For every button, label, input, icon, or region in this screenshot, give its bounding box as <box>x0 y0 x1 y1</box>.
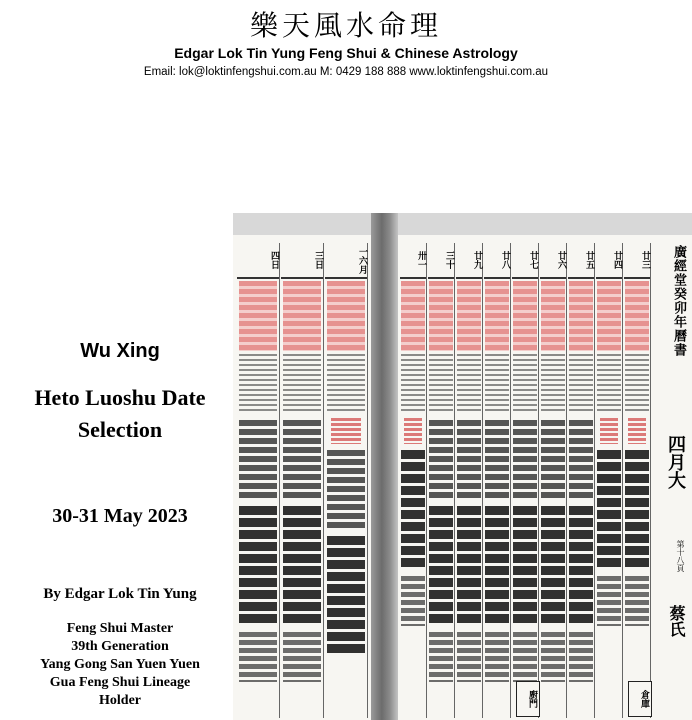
red-text-block <box>283 281 321 351</box>
hours-block <box>283 354 321 414</box>
hours-block <box>569 354 592 414</box>
day-column <box>596 243 623 718</box>
text-block <box>597 576 620 626</box>
day-column <box>624 243 651 718</box>
text-block <box>457 632 480 682</box>
red-text-block <box>485 281 508 351</box>
hours-block <box>513 354 536 414</box>
text-block <box>485 632 508 682</box>
red-text-block <box>513 281 536 351</box>
text-block <box>569 632 592 682</box>
red-text-block <box>541 281 564 351</box>
hours-block <box>239 354 277 414</box>
almanac-stamp: 廚門 <box>516 681 540 717</box>
red-text-block <box>628 418 646 444</box>
almanac-publisher: 蔡氏 <box>667 605 686 637</box>
day-header: 三十 <box>428 243 454 279</box>
almanac-month: 四月大 <box>665 435 686 489</box>
day-column <box>237 243 280 718</box>
almanac-photo <box>233 213 692 720</box>
day-header: 一六月 <box>325 243 367 279</box>
subject-line-2: Selection <box>77 417 163 442</box>
red-text-block <box>600 418 618 444</box>
credential-line: Yang Gong San Yuen Yuen <box>40 657 200 672</box>
book-gutter <box>371 213 398 720</box>
text-block <box>457 420 480 500</box>
text-block <box>327 450 365 530</box>
text-block <box>239 506 277 626</box>
almanac-page-number: 第十八頁 <box>676 540 685 572</box>
almanac-book-title: 廣經堂癸卯年曆書 <box>671 245 686 357</box>
text-block <box>401 576 424 626</box>
day-column <box>568 243 595 718</box>
text-block <box>429 420 452 500</box>
day-header: 四日 <box>237 243 279 279</box>
author-line: By Edgar Lok Tin Yung <box>43 586 197 602</box>
credential-line: Gua Feng Shui Lineage <box>49 675 191 690</box>
contact-line: Email: lok@loktinfengshui.com.au M: 0429 188 888 www.loktinfengshui.com.au <box>143 66 549 78</box>
red-text-block <box>597 281 620 351</box>
day-header: 廿五 <box>568 243 594 279</box>
credentials <box>0 620 240 710</box>
red-text-block <box>327 281 365 351</box>
day-header: 廿四 <box>596 243 622 279</box>
english-title: Edgar Lok Tin Yung Feng Shui & Chinese Astrology <box>174 45 518 61</box>
day-header: 卅一 <box>400 243 426 279</box>
credential-line: Feng Shui Master <box>66 621 174 636</box>
text-block <box>625 576 648 626</box>
red-text-block <box>429 281 452 351</box>
subject-heading <box>0 382 240 446</box>
day-header: 廿七 <box>512 243 538 279</box>
text-block <box>513 506 536 626</box>
red-text-block <box>239 281 277 351</box>
text-block <box>429 632 452 682</box>
text-block <box>401 450 424 570</box>
text-block <box>429 506 452 626</box>
hours-block <box>541 354 564 414</box>
day-header: 廿九 <box>456 243 482 279</box>
text-block <box>283 420 321 500</box>
date-range: 30-31 May 2023 <box>52 505 188 527</box>
hours-block <box>625 354 648 414</box>
hours-block <box>485 354 508 414</box>
almanac-stamp: 倉庫 <box>628 681 652 717</box>
chinese-title: 樂天風水命理 <box>249 9 442 42</box>
credential-line: Holder <box>99 693 141 708</box>
day-column <box>400 243 427 718</box>
text-block <box>283 632 321 682</box>
day-column <box>484 243 511 718</box>
hours-block <box>597 354 620 414</box>
hours-block <box>429 354 452 414</box>
hours-block <box>327 354 365 414</box>
day-header: 廿三 <box>624 243 650 279</box>
day-column <box>428 243 455 718</box>
text-block <box>485 506 508 626</box>
day-column <box>512 243 539 718</box>
text-block <box>239 420 277 500</box>
text-block <box>239 632 277 682</box>
almanac-right-page <box>398 235 692 720</box>
topic-heading: Wu Xing <box>80 340 160 362</box>
text-block <box>569 420 592 500</box>
day-column <box>540 243 567 718</box>
subject-line-1: Heto Luoshu Date <box>34 385 206 410</box>
text-block <box>457 506 480 626</box>
hours-block <box>401 354 424 414</box>
text-block <box>485 420 508 500</box>
day-header: 廿六 <box>540 243 566 279</box>
day-header: 廿八 <box>484 243 510 279</box>
text-block <box>513 420 536 500</box>
text-block <box>327 536 365 656</box>
text-block <box>541 506 564 626</box>
red-text-block <box>625 281 648 351</box>
text-block <box>625 450 648 570</box>
text-block <box>513 632 536 682</box>
red-text-block <box>401 281 424 351</box>
red-text-block <box>569 281 592 351</box>
text-block <box>569 506 592 626</box>
day-header: 三日 <box>281 243 323 279</box>
text-block <box>283 506 321 626</box>
red-text-block <box>331 418 360 444</box>
text-block <box>541 632 564 682</box>
red-text-block <box>457 281 480 351</box>
text-block <box>541 420 564 500</box>
day-column <box>325 243 368 718</box>
red-text-block <box>404 418 422 444</box>
hours-block <box>457 354 480 414</box>
text-block <box>597 450 620 570</box>
credential-line: 39th Generation <box>71 639 169 654</box>
day-column <box>281 243 324 718</box>
day-column <box>456 243 483 718</box>
almanac-left-page <box>233 235 372 720</box>
